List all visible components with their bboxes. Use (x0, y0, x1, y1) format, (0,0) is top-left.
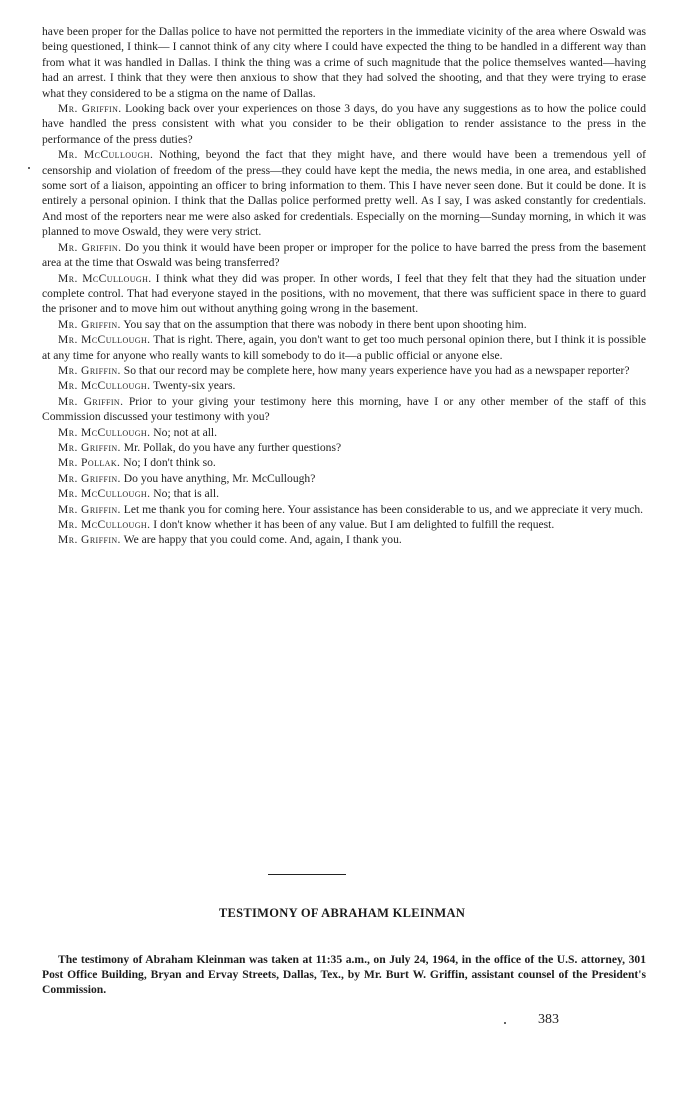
page-body (42, 24, 646, 548)
paragraph (42, 532, 646, 547)
paragraph-text: No; I don't think so. (123, 456, 216, 470)
speaker-label: Mr. Griffin. (58, 471, 121, 485)
section-intro: The testimony of Abraham Kleinman was taken at 11:35 a.m., on July 24, 1964, in the office of the U.S. attorney, 301 Post Office Building, Bryan and Ervay Streets, Dallas, Tex., by Mr. Burt W. Griffin, assistant counsel of the President's Commission. (42, 952, 646, 997)
speaker-label: Mr. Griffin. (58, 502, 121, 516)
paragraph (42, 332, 646, 363)
speaker-label: Mr. McCullough. (58, 518, 151, 531)
paragraph-text: Mr. Pollak, do you have any further questions? (123, 440, 342, 454)
paragraph (42, 147, 646, 239)
paragraph-text: Prior to your giving your testimony here this morning, have I or any other member of the staff of this Commission discussed your testimony with you? (42, 394, 646, 424)
paragraph-text: We are happy that you could come. And, again, I thank you. (123, 533, 402, 547)
speaker-label: Mr. Pollak. (58, 456, 121, 470)
paragraph-text: Do you have anything, Mr. McCullough? (123, 471, 316, 485)
paragraph-text: I don't know whether it has been of any value. But I am delighted to fulfill the request. (153, 518, 555, 531)
margin-dot (504, 1022, 506, 1024)
paragraph-text: No; not at all. (153, 425, 218, 439)
paragraph (42, 440, 646, 455)
paragraph (42, 394, 646, 425)
paragraph-text: So that our record may be complete here, how many years experience have you had as a newspaper reporter? (123, 363, 630, 377)
paragraph-text: Nothing, beyond the fact that they might have, and there would have been a tremendous yell of censorship and violation of freedom of the press—they could have kept the media, the news media, in one area, and established some sort of a liaison, appointing an officer to bring information to them. This I have never seen done. But it could be done. It is entirely a personal opinion. I think that the Dallas police performed pretty well. As I say, I was asked constantly for credentials. And most of the reporters near me were also asked for credentials. Especially on the morning—Sunday morning, in which it was planned to move Oswald, they were very strict. (42, 148, 646, 239)
margin-mark (28, 167, 30, 169)
paragraph (42, 101, 646, 147)
speaker-label: Mr. Griffin. (58, 394, 124, 408)
paragraph-text: Looking back over your experiences on those 3 days, do you have any suggestions as to how the police could have handled the press consistent with what you consider to be their obligation to render assistance to the press in the performance of the press duties? (42, 102, 646, 146)
paragraph-text: Let me thank you for coming here. Your assistance has been considerable to us, and we appreciate it very much. (123, 502, 644, 516)
speaker-label: Mr. McCullough. (58, 271, 152, 285)
paragraph-text: Do you think it would have been proper or improper for the police to have barred the press from the basement area at the time that Oswald was being transferred? (42, 240, 647, 270)
paragraph (42, 502, 646, 517)
paragraph: have been proper for the Dallas police to have not permitted the reporters in the immediate vicinity of the area where Oswald was being questioned, I think— I cannot think of any city where I could have expected the thing to be handled in a different way than from what it was handled in Dallas. I think the thing was a crime of such magnitude that the police themselves wanted—having had an arrest. I think that they were then anxious to show that they had solved the shooting, and that they were trying to erase what they considered to be a stigma on the name of Dallas. (42, 25, 646, 100)
paragraph-text: I think what they did was proper. In other words, I feel that they felt that they had the situation under complete control. That had everyone stayed in the positions, with no movement, that there was sufficient space in there to guard the prisoner and to move him out without anything going wrong in the basement. (42, 271, 646, 316)
speaker-label: Mr. McCullough. (58, 333, 151, 347)
speaker-label: Mr. McCullough. (58, 379, 151, 393)
speaker-label: Mr. McCullough. (58, 425, 151, 439)
speaker-label: Mr. McCullough. (58, 487, 151, 501)
speaker-label: Mr. McCullough. (58, 148, 154, 162)
paragraph (42, 378, 646, 393)
paragraph (42, 317, 646, 332)
speaker-label: Mr. Griffin. (58, 440, 121, 454)
speaker-label: Mr. Griffin. (58, 363, 121, 377)
paragraph (42, 363, 646, 378)
paragraph (42, 271, 646, 317)
section-divider (268, 874, 346, 875)
paragraph (42, 455, 646, 470)
paragraph (42, 486, 646, 501)
paragraph-text: Twenty-six years. (153, 379, 236, 393)
paragraph-text: You say that on the assumption that there was nobody in there bent upon shooting him. (123, 317, 527, 331)
speaker-label: Mr. Griffin. (58, 240, 122, 254)
paragraph-text: That is right. There, again, you don't want to get too much personal opinion there, but I think it is possible at any time for anyone who really wants to kill somebody to do it—a public official or anyone else. (42, 333, 646, 362)
speaker-label: Mr. Griffin. (58, 317, 121, 331)
speaker-label: Mr. Griffin. (58, 533, 121, 547)
paragraph (42, 517, 646, 532)
paragraph-text: No; that is all. (153, 487, 219, 501)
paragraph (42, 240, 646, 271)
speaker-label: Mr. Griffin. (58, 102, 122, 116)
paragraph (42, 471, 646, 486)
section-title: TESTIMONY OF ABRAHAM KLEINMAN (218, 906, 466, 920)
page-number: 383 (538, 1012, 559, 1027)
paragraph (42, 425, 646, 440)
